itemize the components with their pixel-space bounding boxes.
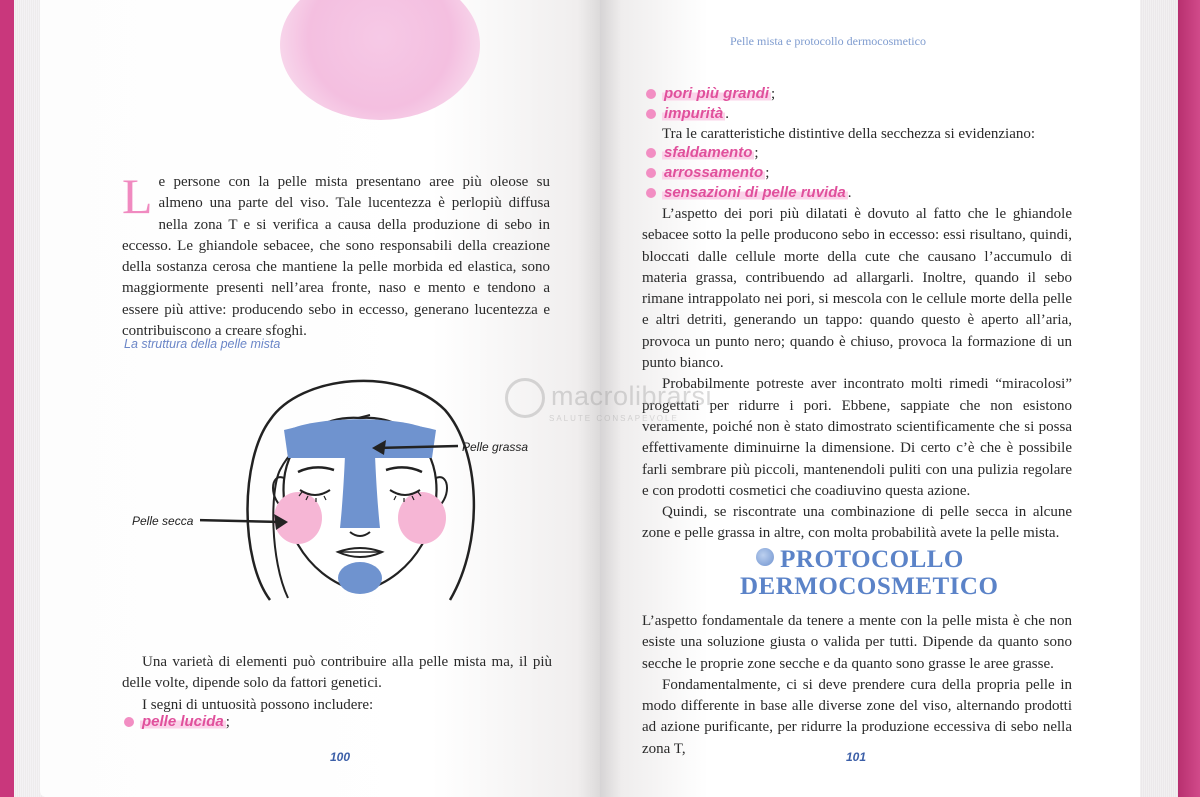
section-title: PROTOCOLLO DERMOCOSMETICO (740, 546, 999, 600)
bullet-dot-icon (646, 89, 656, 99)
bullet-pelle-lucida: pelle lucida ; (124, 712, 230, 732)
running-head: Pelle mista e protocollo dermocosmetico (730, 34, 926, 48)
right-body-text: L’aspetto dei pori più dilatati è dovuto al fatto che le ghiandole sebacee sotto la pelle producono sebo in eccesso: essi risultano, quindi, bloccati dalle cellule morte della cute che causano l’accumulo di materia grassa, contribuendo ad allargarli. Inoltre, quando il sebo rimane intrappolato nei pori, si mescola con le cellule morte della pelle e altri detriti, generando un tappo: quando questo è aperto all’aria, provoca un punto nero; quando è chiuso, provoca la formazione di un punto bianco. Probabilmente potreste aver incontrato molti rimedi “miracolosi” progettati per ridurre i pori. Ebbene, sappiate che non esistono veramente, poiché non è stato dimostrato scientificamente che si possa effettivamente diminuirne la dimensione. Di certo c’è che è possibile farli sembrare più piccoli, mantenendoli puliti con una pulizia regolare e con prodotti cosmetici che coadiuvino questa azione. Quindi, se riscontrate una combinazione di pelle secca in alcune zone e pelle grassa in altre, con molta probabilità avete la pelle mista. (642, 206, 1072, 542)
title-bullet-icon (756, 548, 774, 566)
bullet-sfaldamento: sfaldamento ; (646, 143, 759, 163)
bullet-dot-icon (646, 188, 656, 198)
label-pelle-secca: Pelle secca (132, 514, 194, 528)
right-cover-edge (1178, 0, 1200, 797)
bullet-pelle-ruvida: sensazioni di pelle ruvida . (646, 183, 851, 203)
dryness-intro: Tra le caratteristiche distintive della secchezza si evidenziano: (662, 126, 1036, 142)
page-number-right: 101 (846, 750, 867, 764)
bullet-impurita: impurità . (646, 104, 729, 124)
dropcap: L (122, 168, 153, 224)
watermark: macrolibrarsi SALUTE CONSAPEVOLE (505, 378, 712, 423)
protocol-text: L’aspetto fondamentale da tenere a mente con la pelle mista è che non esiste una soluzione giusta o valida per tutti. Dipende da quanto sono secche le proprie zone secche e da quanto sono grasse le aree grasse. Fondamentalmente, ci si deve prendere cura della propria pelle in modo differente in base alle diverse zone del viso, alternando prodotti ad azione purificante, per ridurre la produzione eccessiva di sebo nella zona T, (642, 613, 1072, 757)
left-paragraph-2: Una varietà di elementi può contribuire alla pelle mista ma, il più delle volte, dipende solo da fattori genetici. I segni di untuosità possono includere: (122, 654, 552, 713)
decorative-pink-blob (280, 0, 480, 120)
bullet-dot-icon (646, 168, 656, 178)
figure-subheading: La struttura della pelle mista (124, 337, 281, 351)
bullet-arrossamento: arrossamento ; (646, 163, 769, 183)
intro-paragraph: Le persone con la pelle mista presentano aree più oleose su almeno una parte del viso. Tale lucentezza è perlopiù diffusa nella zona T e si verifica a causa della produzione di sebo in eccesso. Le ghiandole sebacee, che sono responsabili della creazione della sostanza cerosa che mantiene la pelle morbida ed elastica, sono maggiormente presenti nell’area fronte, naso e mento e tendono a essere più attive: producendo sebo in eccesso, generano lucentezza e contribuiscono a creare sfoghi. (122, 168, 550, 340)
left-cover-edge (0, 0, 14, 797)
watermark-logo-icon (505, 378, 545, 418)
face-illustration (200, 360, 520, 610)
bullet-pori: pori più grandi ; (646, 84, 775, 104)
bullet-dot-icon (646, 148, 656, 158)
label-pelle-grassa: Pelle grassa (462, 440, 529, 454)
bullet-dot-icon (124, 717, 134, 727)
page-number-left: 100 (330, 750, 351, 764)
bullet-dot-icon (646, 109, 656, 119)
